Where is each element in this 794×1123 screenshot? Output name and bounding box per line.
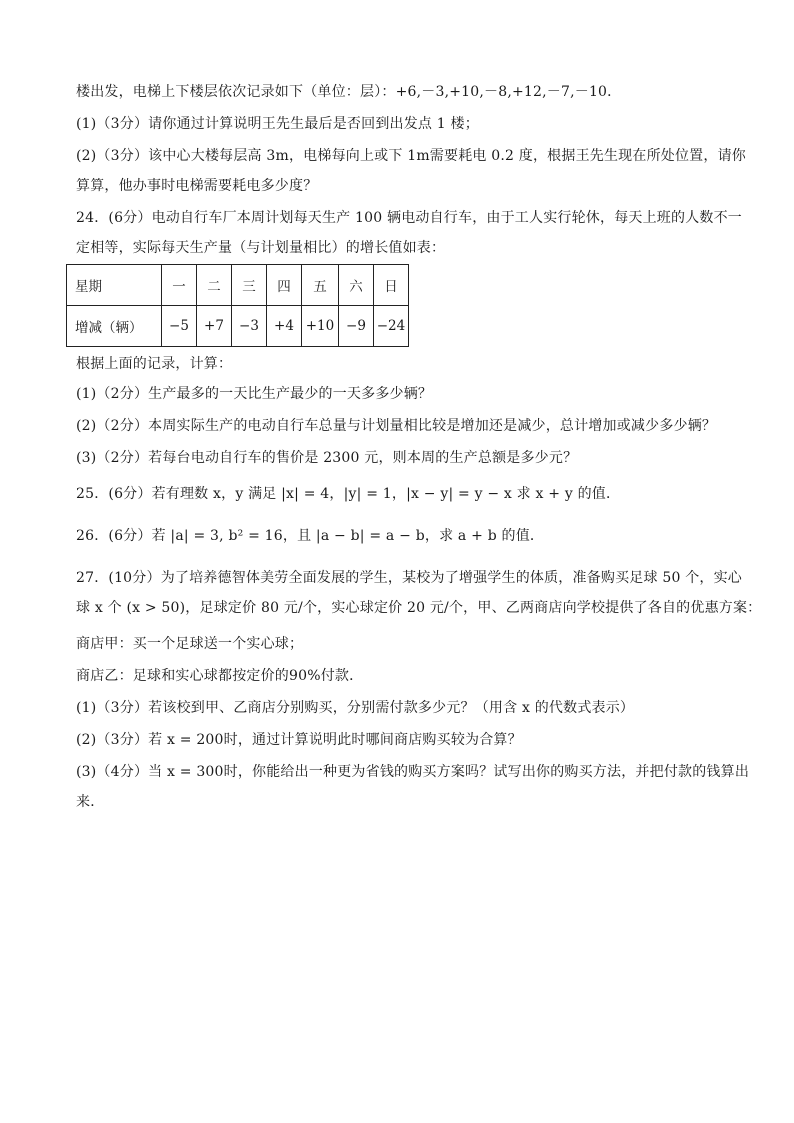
q27-part1: (1)（3分）若该校到甲、乙商店分别购买，分别需付款多少元？（用含 x 的代数式表示） (76, 700, 635, 716)
table-cell: −24 (374, 306, 409, 347)
q23-part1: (1)（3分）请你通过计算说明王先生最后是否回到出发点 1 楼； (76, 116, 479, 132)
table-header-cell: 日 (374, 265, 409, 306)
q25-stem: 25．(6分）若有理数 x，y 满足 |x| = 4，|y| = 1，|x − y| = y − x 求 x + y 的值． (76, 486, 621, 502)
q24-stem-line1: 24．(6分）电动自行车厂本周计划每天生产 100 辆电动自行车，由于工人实行轮休，每天上班的人数不一 (76, 210, 743, 226)
table-cell: +10 (302, 306, 339, 347)
production-change-table (66, 264, 409, 347)
q27-stem-line1: 27．(10分）为了培养德智体美劳全面发展的学生，某校为了增强学生的体质，准备购买足球 50 个，实心 (76, 570, 743, 586)
table-header-cell: 六 (339, 265, 374, 306)
table-cell: −3 (232, 306, 267, 347)
table-cell: 增减（辆） (67, 306, 162, 347)
q24-part3: (3)（2分）若每台电动自行车的售价是 2300 元，则本周的生产总额是多少元？ (76, 450, 578, 466)
q26-stem: 26．(6分）若 |a| = 3, b² = 16，且 |a − b| = a − b，求 a + b 的值． (76, 528, 545, 544)
table-header-row (67, 265, 409, 306)
q27-part3-line2: 来． (76, 794, 105, 810)
table-cell: +7 (197, 306, 232, 347)
table-header-cell: 四 (267, 265, 302, 306)
q24-stem-line2: 定相等，实际每天生产量（与计划量相比）的增长值如表： (76, 240, 446, 256)
q23-intro-line: 楼出发，电梯上下楼层依次记录如下（单位：层）：+6,－3,+10,－8,+12,－7,－10． (76, 84, 622, 100)
table-header-cell: 星期 (67, 265, 162, 306)
table-row (67, 306, 409, 347)
q24-part2: (2)（2分）本周实际生产的电动自行车总量与计划量相比较是增加还是减少，总计增加或减少多少辆？ (76, 418, 717, 434)
q27-part2: (2)（3分）若 x = 200时，通过计算说明此时哪间商店购买较为合算？ (76, 732, 522, 748)
q27-store-b: 商店乙：足球和实心球都按定价的90%付款． (76, 668, 364, 684)
table-header-cell: 二 (197, 265, 232, 306)
q23-part2-line2: 算算，他办事时电梯需要耗电多少度？ (76, 178, 318, 194)
table-header-cell: 三 (232, 265, 267, 306)
table-header-cell: 一 (162, 265, 197, 306)
table-cell: −5 (162, 306, 197, 347)
table-cell: −9 (339, 306, 374, 347)
table-header-cell: 五 (302, 265, 339, 306)
q23-part2-line1: (2)（3分）该中心大楼每层高 3m，电梯每向上或下 1m需要耗电 0.2 度，根据王先生现在所处位置，请你 (76, 148, 746, 164)
q27-part3-line1: (3)（4分）当 x = 300时，你能给出一种更为省钱的购买方案吗？试写出你的购买方法，并把付款的钱算出 (76, 764, 750, 780)
table-cell: +4 (267, 306, 302, 347)
q27-stem-line2: 球 x 个 (x > 50)，足球定价 80 元/个，实心球定价 20 元/个，甲、乙两商店向学校提供了各自的优惠方案： (76, 600, 762, 616)
q27-store-a: 商店甲：买一个足球送一个实心球； (76, 636, 304, 652)
q24-instruction: 根据上面的记录，计算： (76, 356, 233, 372)
q24-part1: (1)（2分）生产最多的一天比生产最少的一天多多少辆？ (76, 386, 433, 402)
